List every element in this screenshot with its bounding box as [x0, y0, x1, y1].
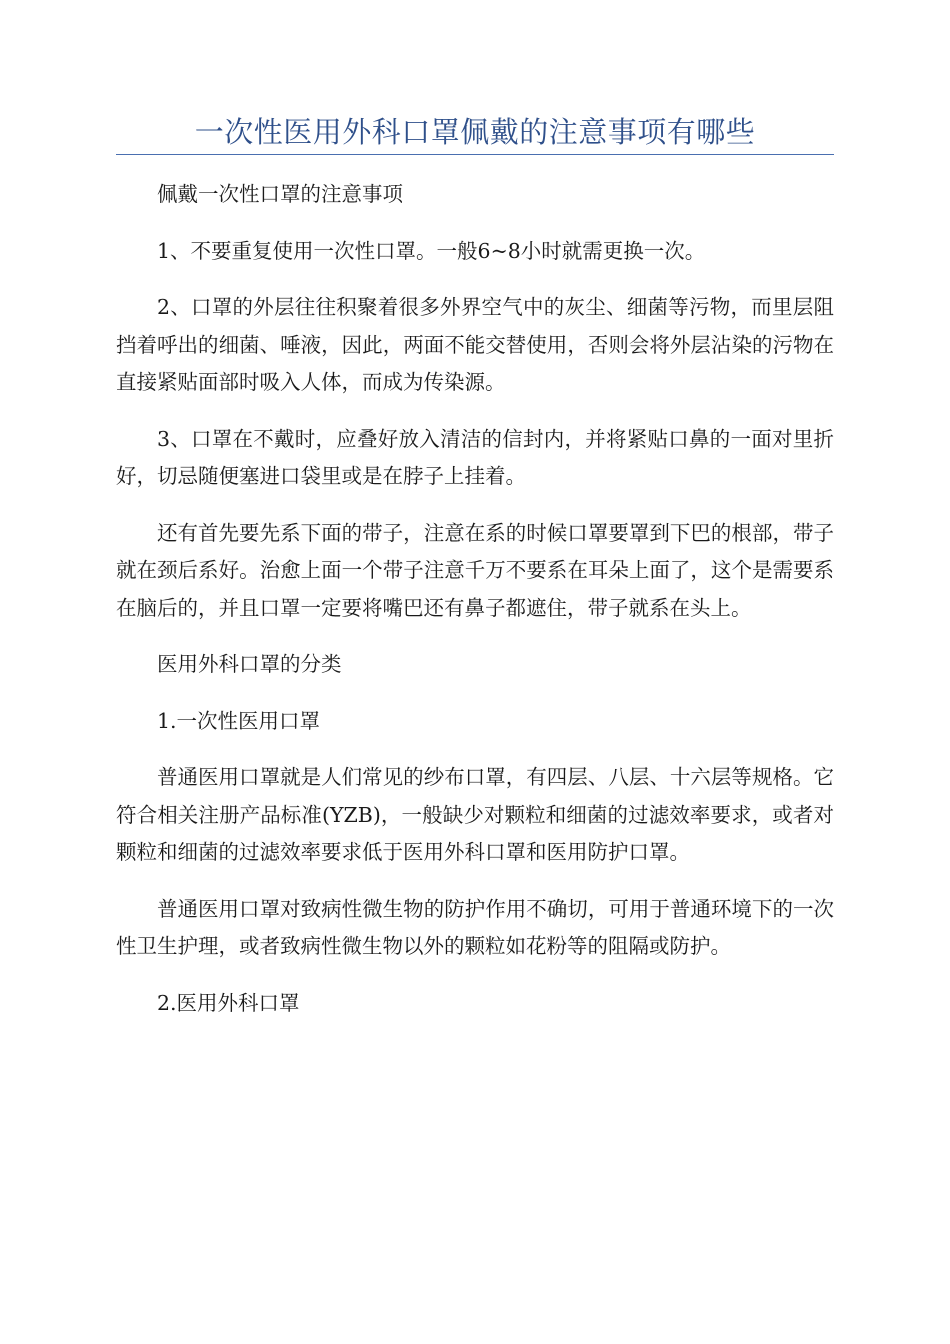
paragraph-item-1: 1、不要重复使用一次性口罩。一般6~8小时就需更换一次。: [157, 238, 706, 263]
document-body: [116, 176, 834, 1041]
paragraph-item-3: 3、口罩在不戴时，应叠好放入清洁的信封内，并将紧贴口鼻的一面对里折好，切忌随便塞进口袋里或是在脖子上挂着。: [116, 426, 834, 488]
subheading-surgical-mask: 2.医用外科口罩: [157, 990, 300, 1015]
section-heading-precautions: 佩戴一次性口罩的注意事项: [157, 182, 403, 206]
paragraph-ordinary-mask-usage: 普通医用口罩对致病性微生物的防护作用不确切，可用于普通环境下的一次性卫生护理，或者致病性微生物以外的颗粒如花粉等的阻隔或防护。: [116, 896, 834, 958]
subheading-disposable-mask: 1.一次性医用口罩: [157, 708, 321, 733]
section-heading-classification: 医用外科口罩的分类: [157, 652, 342, 676]
title-underline: [116, 154, 834, 155]
paragraph-item-2: 2、口罩的外层往往积聚着很多外界空气中的灰尘、细菌等污物，而里层阻挡着呼出的细菌、唾液，因此，两面不能交替使用，否则会将外层沾染的污物在直接紧贴面部时吸入人体，而成为传染源。: [116, 295, 834, 394]
paragraph-straps: 还有首先要先系下面的带子，注意在系的时候口罩要罩到下巴的根部，带子就在颈后系好。治愈上面一个带子注意千万不要系在耳朵上面了，这个是需要系在脑后的，并且口罩一定要将嘴巴还有鼻子都遮住，带子就系在头上。: [116, 520, 834, 620]
paragraph-ordinary-mask: 普通医用口罩就是人们常见的纱布口罩，有四层、八层、十六层等规格。它符合相关注册产品标准(YZB)，一般缺少对颗粒和细菌的过滤效率要求，或者对颗粒和细菌的过滤效率要求低于医用外科口罩和医用防护口罩。: [116, 765, 834, 864]
document-title: 一次性医用外科口罩佩戴的注意事项有哪些: [194, 115, 756, 149]
